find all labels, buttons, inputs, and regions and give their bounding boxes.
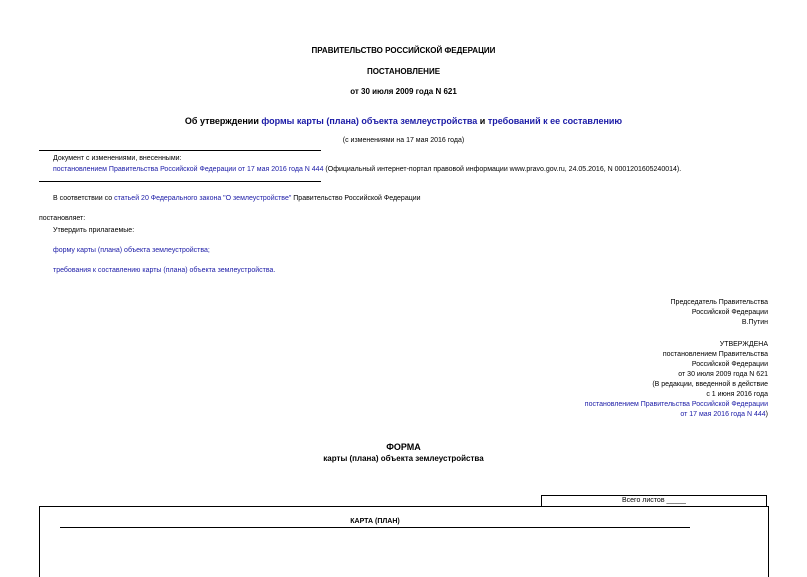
revision-note: (с изменениями на 17 мая 2016 года)	[342, 137, 465, 144]
decrees-text: постановляет:	[39, 215, 86, 222]
map-heading-underline	[60, 527, 690, 528]
approved-resolution-link[interactable]: постановлением Правительства Российской Федерации	[584, 401, 768, 408]
approved-close-paren: )	[765, 411, 768, 418]
approved-line6: с 1 июня 2016 года	[706, 391, 768, 398]
approved-line4: от 30 июля 2009 года N 621	[678, 371, 768, 378]
basis-suffix: Правительство Российской Федерации	[291, 195, 421, 202]
approved-line2: постановлением Правительства	[662, 351, 768, 358]
signature-position: Председатель Правительства	[670, 299, 768, 306]
form-subtitle: карты (плана) объекта землеустройства	[323, 454, 484, 463]
changes-link[interactable]: постановлением Правительства Российской Федерации от 17 мая 2016 года N 444	[53, 166, 324, 173]
approved-line5: (В редакции, введенной в действие	[652, 381, 768, 388]
approve-text: Утвердить прилагаемые:	[53, 227, 135, 234]
total-sheets-label: Всего листов _____	[622, 497, 686, 504]
law-article-link[interactable]: статьей 20 Федерального закона "О землеустройстве"	[114, 195, 292, 202]
divider-top	[39, 150, 321, 151]
title-middle: и	[477, 116, 488, 126]
changes-line	[53, 166, 681, 173]
document-title	[0, 116, 807, 126]
signature-country: Российской Федерации	[691, 309, 768, 316]
requirements-item-link[interactable]: требования к составлению карты (плана) объекта землеустройства.	[53, 267, 276, 274]
requirements-link[interactable]: требований к ее составлению	[487, 116, 623, 126]
form-item-link[interactable]: форму карты (плана) объекта землеустройства;	[53, 247, 210, 254]
document-date-number: от 30 июля 2009 года N 621	[350, 87, 457, 96]
form-link[interactable]: формы карты (плана) объекта землеустройства	[261, 116, 478, 126]
basis-paragraph	[53, 195, 421, 202]
form-title: ФОРМА	[386, 442, 421, 452]
approved-line3: Российской Федерации	[691, 361, 768, 368]
title-prefix: Об утверждении	[184, 116, 262, 126]
government-name: ПРАВИТЕЛЬСТВО РОССИЙСКОЙ ФЕДЕРАЦИИ	[311, 46, 496, 55]
map-heading: КАРТА (ПЛАН)	[350, 518, 400, 525]
document-type: ПОСТАНОВЛЕНИЕ	[366, 67, 441, 76]
approved-line8	[680, 411, 768, 418]
basis-prefix: В соответствии со	[53, 195, 115, 202]
signature-name: В.Путин	[741, 319, 768, 326]
divider-bottom	[39, 181, 321, 182]
map-table	[39, 506, 769, 577]
changes-source: (Официальный интернет-портал правовой информации www.pravo.gov.ru, 24.05.2016, N 0001201605240014).	[323, 166, 682, 173]
approved-date-link[interactable]: от 17 мая 2016 года N 444	[680, 411, 766, 418]
changes-label: Документ с изменениями, внесенными:	[53, 155, 182, 162]
approved-label: УТВЕРЖДЕНА	[719, 341, 768, 348]
